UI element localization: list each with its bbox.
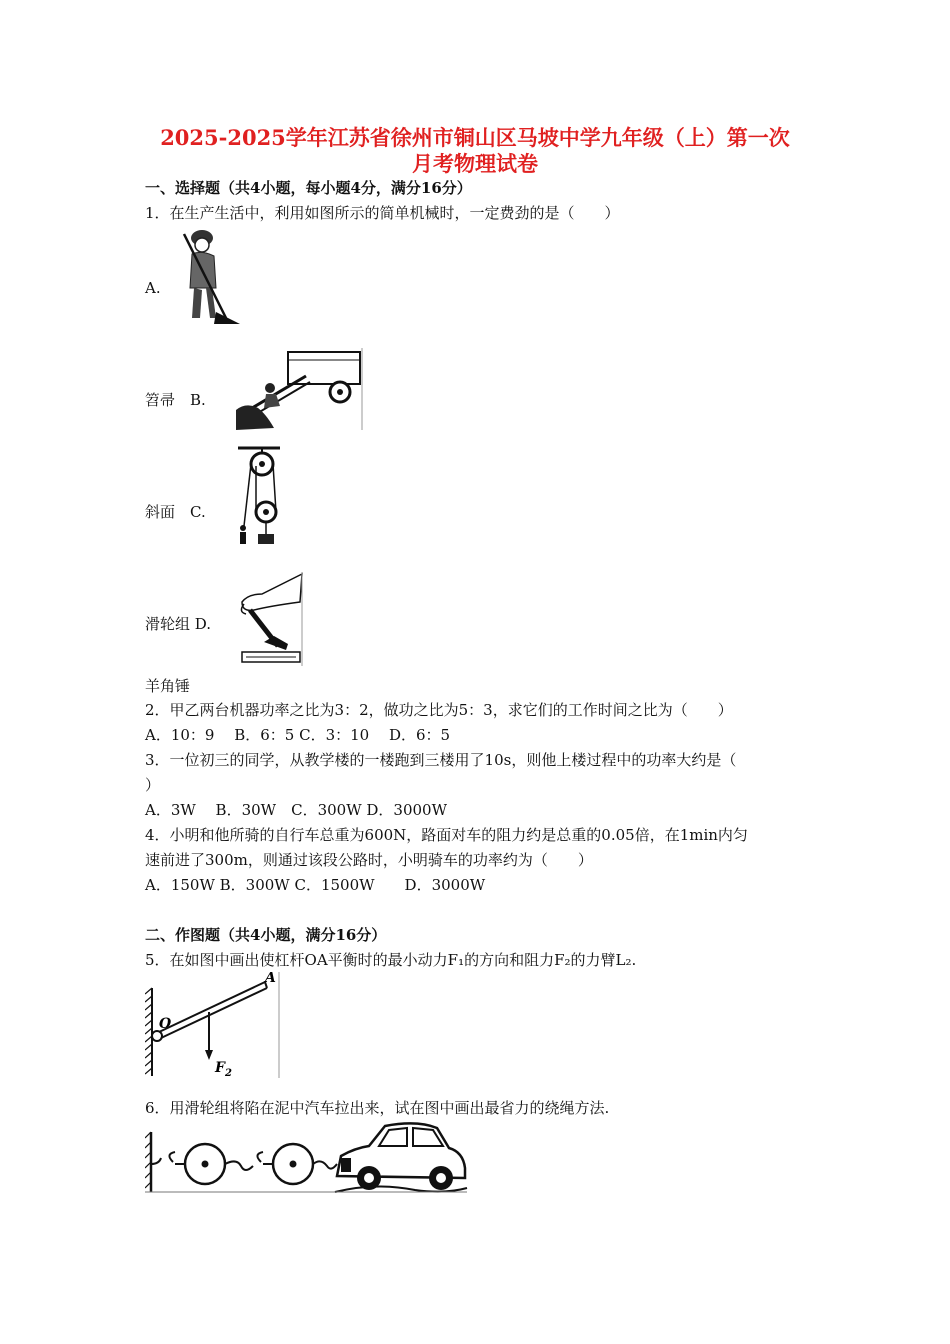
q1-stem: 1．在生产生活中，利用如图所示的简单机械时，一定费劲的是（ ） (145, 204, 620, 222)
inclined-plane-figure (236, 348, 364, 430)
lever-label-a: A (265, 972, 276, 986)
lever-label-f: F (215, 1060, 225, 1076)
lever-oa-figure (145, 972, 281, 1078)
q2-stem: 2．甲乙两台机器功率之比为3：2，做功之比为5：3，求它们的工作时间之比为（ ） (145, 701, 733, 719)
q4-stem-line1: 4．小明和他所骑的自行车总重为600N，路面对车的阻力约是总重的0.05倍，在1min内匀 (145, 826, 748, 844)
q6-stem: 6．用滑轮组将陷在泥中汽车拉出来，试在图中画出最省力的绕绳方法. (145, 1099, 610, 1117)
pulley-system-figure (236, 446, 282, 548)
lever-label-f-subscript: 2 (225, 1068, 232, 1078)
paper-title-line2: 月考物理试卷 (412, 151, 538, 176)
lever-label-o: O (159, 1016, 172, 1032)
q1-option-b-label: 笤帚 B. (145, 391, 206, 409)
paper-title-line1: 2025-2025学年江苏省徐州市铜山区马坡中学九年级（上）第一次 (160, 125, 790, 150)
q3-stem-line2: ） (145, 776, 161, 794)
q3-stem-line1: 3．一位初三的同学，从教学楼的一楼跑到三楼用了10s，则他上楼过程中的功率大约是（ (145, 751, 737, 769)
pulley-car-figure (145, 1118, 469, 1194)
q1-option-d-label: 滑轮组 D. (145, 615, 212, 633)
q4-stem-line2: 速前进了300m，则通过该段公路时，小明骑车的功率约为（ ） (145, 851, 593, 869)
q5-stem: 5．在如图中画出使杠杆OA平衡时的最小动力F₁的方向和阻力F₂的力臂L₂. (145, 951, 637, 969)
q3-options: A．3W B．30W C．300W D．3000W (145, 801, 448, 819)
q4-options: A．150W B．300W C．1500W D．3000W (145, 876, 486, 894)
q1-option-c-label: 斜面 C. (145, 503, 206, 521)
claw-hammer-figure (234, 572, 304, 666)
section1-heading: 一、选择题（共4小题，每小题4分，满分16分） (145, 179, 472, 197)
q2-options: A．10：9 B．6：5 C．3：10 D．6：5 (145, 726, 451, 744)
section2-heading: 二、作图题（共4小题，满分16分） (145, 926, 387, 944)
q1-option-d-name: 羊角锤 (145, 677, 191, 695)
q1-option-a-label: A. (145, 279, 161, 297)
broom-sweeper-figure (170, 226, 242, 326)
